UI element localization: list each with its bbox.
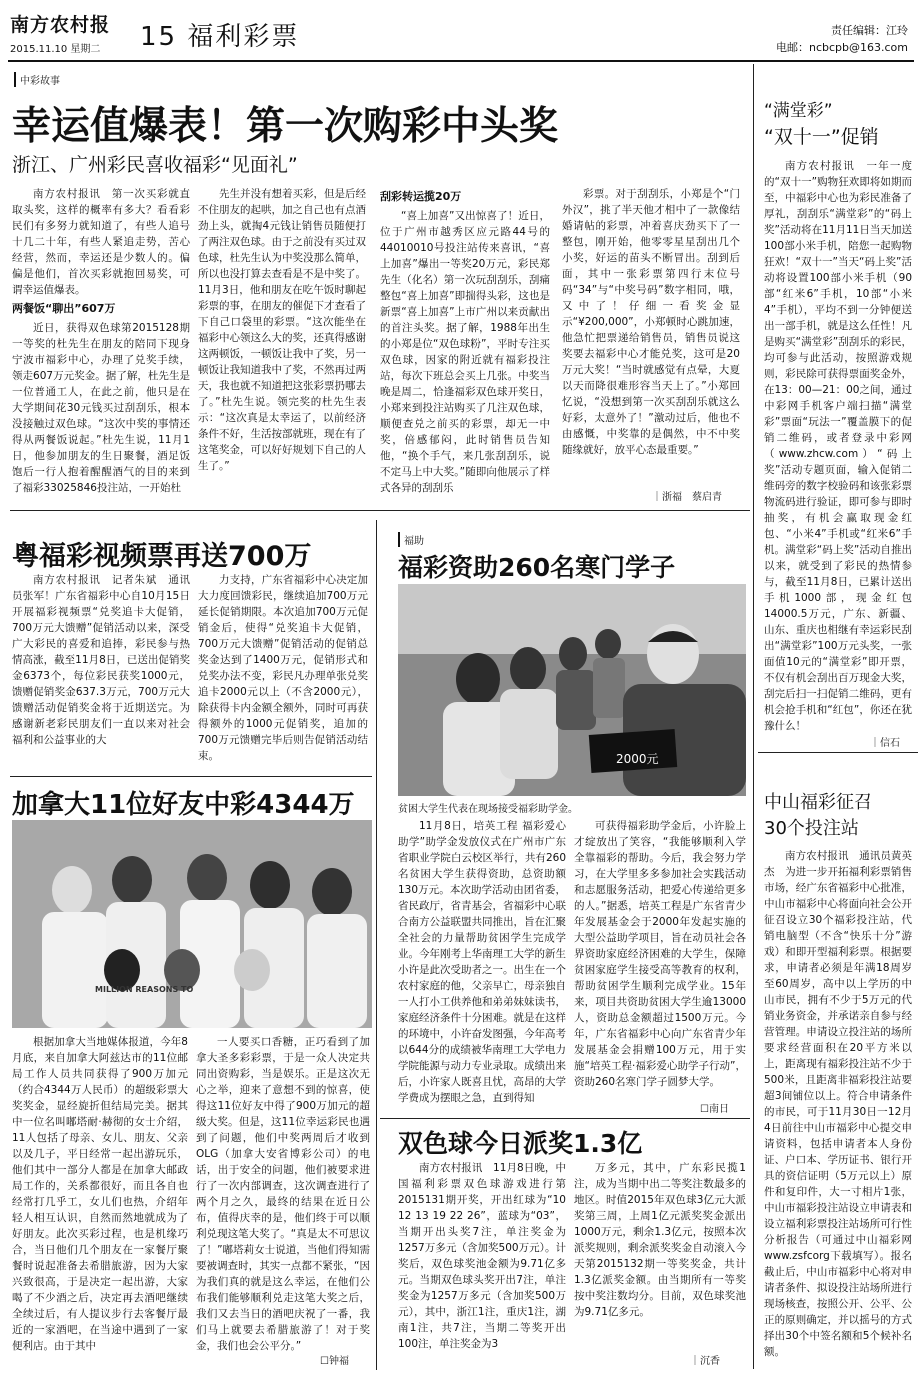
story5-column-2	[574, 1160, 746, 1350]
story3-column-1	[398, 818, 566, 1118]
story4-column-2	[196, 1034, 370, 1354]
story2-column-1	[12, 572, 190, 772]
story1-column-3	[380, 186, 550, 506]
paragraph: 近日，获得双色球第2015128期一等奖的杜先生在朋友的陪同下现身宁波市福彩中心，办理了兑奖手续，领走607万元奖金。据了解，杜先生是一位普通工人，在此之前，他只是在大学期间花30元钱买过刮刮乐，根本没接触过双色球。“这次中奖的事情还得从两餐饭说起。”杜先生说，11月1日，他参加朋友的生日聚餐，酒足饭饱后一行人抱着醒醒酒气的目的来到了福彩33025846投注站，一开始杜	[12, 322, 190, 494]
story4-column-1	[12, 1034, 188, 1370]
section-rule	[758, 752, 918, 753]
paragraph: 先生并没有想着买彩，但是后经不住朋友的起哄，加之自己也有点酒劲上头，就掏4元钱让销售员随便打了两注双色球。由于之前没有买过双色球，杜先生认为中奖没那么简单，所以也没打算去查看是不是中奖了。11月3日，他和朋友在吃午饭时聊起彩票的事，在朋友的催促下才查看了下自己口袋里的彩票。“这次能坐在福彩中心领这么大的奖，还真得感谢这两顿饭，一顿饭让我中了奖，另一顿饭让我知道我中了奖，不然再过两天，我也就不知道把这张彩票扔哪去了。”杜先生说。领完奖的杜先生表示：“这次真是太幸运了，以前经济条件不好，生活按部就班，现在有了这笔奖金，可以好好规划下自己的人生了。”	[198, 188, 366, 472]
story1-subhead-1: 两餐饭“聊出”607万	[12, 302, 116, 315]
story1-column-1	[12, 186, 190, 506]
story1-column-4	[562, 186, 740, 486]
sidebar2-body	[764, 848, 912, 1368]
story-tag: 中彩故事	[14, 72, 60, 87]
story1-byline: ｜浙福 蔡启青	[652, 492, 722, 503]
section-rule	[380, 1118, 750, 1119]
story1-headline: 幸运值爆表！第一次购彩中头奖	[12, 104, 559, 149]
paragraph: 南方农村报讯 一年一度的“双十一”购物狂欢即将如期而至，中福彩中心也为彩民准备了厚礼，刮刮乐“满堂彩”的“码上奖”活动将在11月11日当天加送100部小米手机，陪您一起购物狂欢！“双十一”当天“码上奖”活动将设置100部小米手机（90部“红米6”手机，10部“小米4”手机），平均不到一分钟便送出一部手机，就是这么任性！凡是购买“满堂彩”刮刮乐的彩民，均可参与此活动，按照游戏规则，彩民除可获得票面奖金外，在13：00—21：00之间，通过中彩网手机客户端扫描“满堂彩”票面“玩法一”覆盖膜下的促销二维码，或者登录中彩网（www.zhcw.com）“码上奖”活动专题页面，输入促销二维码旁的数字校验码和该张彩票物流码进行验证，即可参与即时抽奖，有机会赢取现金红包、“小米4”手机或“红米6”手机。满堂彩“码上奖”活动自推出以来，就受到了彩民的热情参与，截至11月8日，已累计送出手机1000部，现金红包14000.5万元，广东、新疆、山东、重庆也相继有幸运彩民刮出“满堂彩”100万元头奖，一张面值10元的“满堂彩”即开票，不仅有机会刮出百万现金大奖，刮完后扫一扫促销二维码，更有机会抢手机和“红包”，你还在犹豫什么！	[764, 160, 912, 732]
story3-column-2	[574, 818, 746, 1102]
issue-date: 2015.11.10 星期二	[10, 44, 101, 55]
sidebar1-byline: ｜信石	[870, 738, 900, 749]
page-section-title: 15 福利彩票	[140, 22, 300, 52]
section-rule	[10, 510, 750, 511]
sidebar1-title-line-1: “满堂彩”	[764, 101, 833, 121]
paragraph: 可获得福彩助学金后，小许脸上才绽放出了笑容，“我能够顺利入学全靠福彩的帮助。今后，我会努力学习，在大学里多多参加社会实践活动和志愿服务活动，把爱心传递给更多的人。”据悉，培英工程是广东省青少年发展基金会于2000年发起实施的大型公益助学项目，旨在动员社会各界资助家庭经济困难的大学生，保障贫困家庭学生接受高等教育的权利，帮助贫困学生顺利完成学业。15年来，项目共资助贫困大学生逾13000人，资助总金额超过1500万元。今年，广东省福彩中心向广东省青少年发展基金会捐赠100万元，用于实施“培英工程·福彩爱心助学子行动”，资助260名寒门学子圆梦大学。	[574, 820, 746, 1088]
story3-byline: ☐南日	[700, 1104, 729, 1115]
paragraph: 南方农村报讯 记者朱斌 通讯员张军！广东省福彩中心自10月15日开展福彩视频票“兑奖追卡大促销，700万元大馈赠”促销活动以来，深受广大彩民的喜爱和追捧，彩民参与热情高涨，截至11月8日，已送出促销奖金6373个，每位彩民获奖1000元，馈赠促销奖金637.3万元，700万元大馈赠活动促销奖金将于近期送完。为感谢新老彩民朋友们一直以来对社会福利和公益事业的大	[12, 574, 190, 746]
paragraph: 力支持，广东省福彩中心决定加大力度回馈彩民，继续追加700万元延长促销期限。本次追加700万元促销金后，使得“兑奖追卡大促销，700万元大馈赠”促销活动的促销总奖金达到了1400万元，促销形式和兑奖办法不变，彩民凡办理单张兑奖追卡2000元以上（不含2000元），除获得卡内金额全额外，同时可再获得额外的1000元促销奖，追加的700万元馈赠完毕后则告促销活动结束。	[198, 574, 368, 762]
paragraph: 彩票。对于刮刮乐，小郑是个“门外汉”，挑了半天他才相中了一款像结婚请帖的彩票，冲着喜庆劲买下了一整包，刚开始，他零零星星刮出几个小奖，好运的苗头不断冒出。刮到后面，其中一张彩票第四行末位号码“34”与“中奖号码”数字相同，哦，又中了！仔细一看奖金显示“¥200,000”，小郑顿时心跳加速，他急忙把票递给销售员，销售员说这奖要去福彩中心才能兑奖，这可是20万元大奖！“当时就感觉有点晕，大夏以天而降很难形容当天上了。”小郑回忆说，“没想到第一次买刮刮乐就这么好彩，太意外了！”激动过后，他也不由感慨，中奖靠的是偶然，中不中奖随缘就好，放平心态最重要。”	[562, 188, 740, 456]
paragraph: 一人要买口香糖，正巧看到了加拿大圣多彩彩票，于是一众人决定共同出资购彩，当是娱乐。正是这次无心之举，迎来了意想不到的惊喜，使得这11位好友中得了900万加元的超级大奖。但是，这11位幸运彩民也遇到了问题，他们中奖两周后才收到OLG（加拿大安省博彩公司）的电话，出于安全的问题，他们被要求进行了一次内部调查，这次调查进行了两个月之久，最终的结果在近日公布，值得庆幸的是，他们终于可以顺利兑现这笔大奖了。“真是太不可思议了！”嘟塔莉女士说道，当他们得知需要被调查时，其实一点都不紧张，“因为我们真的就是这么幸运，在他们公布我们能够顺利兑走这笔大奖之后，我们又去当日的酒吧庆祝了一番，我们马上就要去希腊旅游了！对于奖金，我们也会公平分。”	[196, 1036, 370, 1352]
photo-caption: 贫困大学生代表在现场接受福彩助学金。	[398, 804, 578, 815]
donation-board-amount: 2000元	[616, 752, 659, 766]
sidebar1-body	[764, 158, 912, 748]
story1-column-2	[198, 186, 366, 506]
story1-subhead-2: 刮彩转运揽20万	[380, 190, 462, 203]
story5-byline: ｜沉香	[690, 1356, 720, 1367]
story4-headline: 加拿大11位好友中彩4344万	[12, 790, 355, 820]
sidebar2-title-line-2: 30个投注站	[764, 818, 859, 839]
paragraph: 南方农村报讯 通讯员黄英杰 为进一步开拓福利彩票销售市场，经广东省福彩中心批准，中山市福彩中心将面向社会公开征召设立30个福彩投注站，代销电脑型（不含“快乐十分”游戏）和即开型福利彩票。根据要求，申请者必须是年满18周岁至60周岁，高中以上学历的中山市民，拥有不少于5万元的代销业务资金，并承诺亲自参与经营管理。申请设立投注站的场所要求经营面积在20平方米以上，距离现有福彩投注站不少于500米，且距离非福彩投注站要超3间铺位以上。符合申请条件的市民，可于11月30日一12月4日前往中山市福彩中心提交申请资料，包括申请者本人身份证、户口本、学历证书、银行开具的资信证明（5万元以上）原件和复印件，大一寸相片1张，中山市福彩投注站设立申请表和设立福利彩票投注站场所可行性分析报告（可通过中山福彩网www.zsfcorg下载填写）。报名截止后，中山市福彩中心将对申请者条件、拟设投注站场所进行现场核查，按照公开、公平、公正的原则确定，并以摇号的方式择出30个中签名额和5个候补名额。	[764, 850, 912, 1358]
column-divider	[376, 520, 377, 1370]
paragraph: 万多元，其中，广东彩民揽1注，成为当期中出二等奖注数最多的地区。时值2015年双色球3亿元大派奖第三周，上周1亿元派奖奖金派出1000万元，剩余1.3亿元，按照本次派奖规则，剩余派奖奖金自动滚入今天第2015132期一等奖奖金，共计1.3亿派奖金额。由当期所有一等奖按中奖注数均分。目前，双色球奖池为9.71亿多元。	[574, 1162, 746, 1318]
story3-headline: 福彩资助260名寒门学子	[398, 553, 676, 582]
paragraph: 11月8日，培英工程 福彩爱心助学”助学金发放仪式在广州市广东省职业学院白云校区举行，共有260名贫困大学生获得资助，总资助额130万元。本次助学活动由团省委，省民政厅，省青基会，省福彩中心联合南方公益联盟共同推出，旨在汇聚全社会的力量帮助贫困学生完成学业。今年刚考上华南理工大学的新生小许是此次受助者之一。出生在一个农村家庭的他，父亲早亡，母亲独自一人打小工供养他和弟弟妹妹读书，家庭经济条件十分困难。就是在这样的环境中，小许奋发图强，今年高考以644分的成绩被华南理工大学电力学院能源与动力专业录取。成绩出来后，小许家人既喜且忧，高昂的大学学费成为摆眼之急，直到得知	[398, 820, 566, 1104]
story4-byline: ☐钟福	[320, 1356, 349, 1367]
column-divider	[753, 64, 754, 1369]
sidebar2-title-line-1: 中山福彩征召	[764, 792, 872, 813]
editor-info	[776, 22, 908, 56]
story5-column-1	[398, 1160, 566, 1360]
canada-winners-photo	[12, 820, 372, 1028]
story-tag: 福助	[398, 532, 424, 547]
newspaper-logo: 南方农村报	[10, 14, 111, 36]
editor-email: 电邮：ncbcpb@163.com	[776, 41, 908, 54]
paragraph: 根据加拿大当地媒体报道，今年8月底，来自加拿大阿兹达市的11位邮局工作人员共同获得了900万加元（约合4344万人民币）的超级彩票大奖奖金，显经旋折但结局完美。据其中一位名叫嘟塔耐·赫彻的女士介绍，11人包括了母亲、女儿、朋友、父亲以及几子，平日经常一起出游玩乐，他们其中一部分人都是在加拿大邮政局工作的，关系都很好，而且各自也经常打几乎工，女儿们也热，介绍年轻人相互认识，自然而然地就成为了好朋友。此次买彩过程，也是机缘巧合，当日他们几个朋友在一家餐厅聚餐时说起准备去希腊旅游，因为大家兴致很高，于是决定一起出游，大家喝了不少酒之后，决定再去酒吧继续全续过后，有人提议步行去客餐厅最近的一家酒吧，在当途中遇到了一家便利店。由于其中	[12, 1036, 188, 1352]
story1-deck: 浙江、广州彩民喜收福彩“见面礼”	[12, 154, 298, 176]
paragraph: 南方农村报讯 第一次买彩就直取头奖，这样的概率有多大？看看彩民们有多努力就知道了，有些人追号十几二十年，有些人紧追走势，苦心经营，然而，幸运还是少数人的。偏偏是他们，首次买彩就抱回易奖，可谓幸运值爆表。	[12, 188, 190, 296]
masthead-rule	[8, 60, 914, 62]
story5-headline: 双色球今日派奖1.3亿	[398, 1129, 643, 1158]
story2-headline: 粤福彩视频票再送700万	[12, 541, 312, 572]
sidebar1-title-line-2: “双十一”促销	[764, 126, 879, 148]
aid-ceremony-photo	[398, 584, 746, 796]
shirt-slogan: MILLION REASONS TO	[95, 985, 194, 994]
section-rule	[10, 776, 372, 777]
paragraph: “喜上加喜”又出惊喜了！近日，位于广州市越秀区应元路44号的44010010号投注站传来喜讯，“喜上加喜”爆出一等奖20万元，彩民郑先生（化名）第一次玩刮刮乐，刮痛整包“喜上加喜”即揣得头彩，这也是新票“喜上加喜”上市广州以来贡献出的首注头奖。据了解，1988年出生的小郑是位“双色球粉”，平时专注买双色球，因家的附近就有福彩投注站，每次下班总会买上几张。中奖当晚是周二，恰逢福彩双色球开奖日，小郑来到投注站购买了几注双色球，顺便查兑之前买的彩票，却无一中奖，倍感郁闷，此时销售员告知他，“换个手气，来几张刮刮乐，说不定马上中大奖。”随即向他展示了样式各异的刮刮乐	[380, 210, 550, 494]
story2-column-2	[198, 572, 368, 772]
paragraph: 南方农村报讯 11月8日晚，中国福利彩票双色球游戏进行第2015131期开奖，开出红球为“10 12 13 19 22 26”，蓝球为“03”，当期开出头奖7注，单注奖金为1257万多元（含加奖500万元）。计奖后，双色球奖池金额为9.71亿多元。当期双色球头奖开出7注，单注奖金为1257万多元（含加奖500万元），其中，浙江1注，重庆1注，湖南1注，共7注，当期二等奖开出100注，单注奖金为3	[398, 1162, 566, 1350]
editor-name: 责任编辑：江玲	[831, 24, 908, 37]
